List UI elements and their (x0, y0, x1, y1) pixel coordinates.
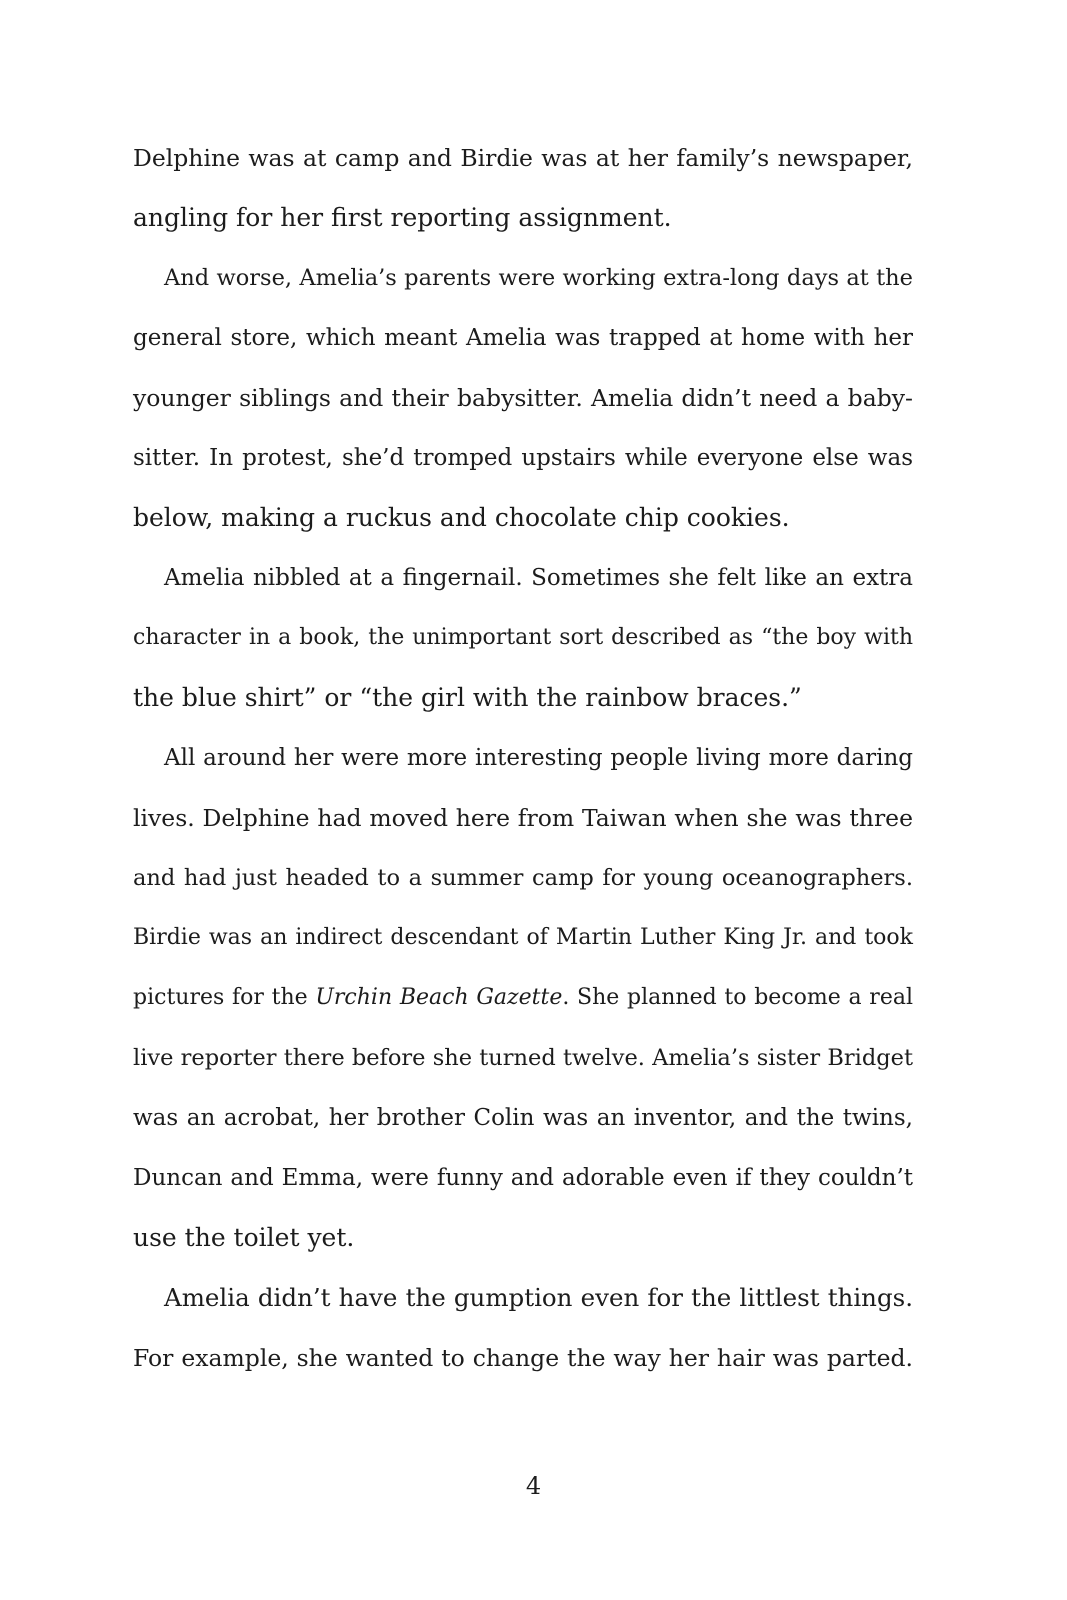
text-line: sitter. In protest, she’d tromped upstairs while everyone else was (133, 445, 913, 471)
text-line: All around her were more interesting people living more daring (164, 745, 913, 771)
newspaper-title: Urchin Beach Gazette (315, 985, 563, 1010)
text-line: was an acrobat, her brother Colin was an inventor, and the twins, (133, 1105, 913, 1131)
text-line: and had just headed to a summer camp for young oceanographers. (133, 865, 913, 891)
text-line: Birdie was an indirect descendant of Martin Luther King Jr. and took (133, 925, 913, 950)
text-line: Amelia nibbled at a fingernail. Sometimes she felt like an extra (164, 565, 913, 591)
text-line: character in a book, the unimportant sort described as “the boy with (133, 625, 913, 650)
text-line: And worse, Amelia’s parents were working extra-long days at the (164, 265, 913, 291)
text-line: Amelia didn’t have the gumption even for the littlest things. (164, 1283, 913, 1312)
text-line: lives. Delphine had moved here from Taiwan when she was three (133, 804, 913, 832)
page-body (133, 128, 913, 1388)
text-line-segment: pictures for the (133, 985, 316, 1010)
text-line: Duncan and Emma, were funny and adorable even if they couldn’t (133, 1165, 913, 1191)
text-line: general store, which meant Amelia was trapped at home with her (133, 325, 913, 351)
text-line: younger siblings and their babysitter. Amelia didn’t need a baby- (133, 384, 913, 412)
text-line: For example, she wanted to change the way her hair was parted. (133, 1344, 913, 1372)
text-line: below, making a ruckus and chocolate chip cookies. (133, 503, 790, 532)
text-line: the blue shirt” or “the girl with the rainbow braces.” (133, 683, 802, 712)
text-line (133, 968, 913, 1028)
text-line: angling for her first reporting assignment. (133, 203, 672, 232)
text-line: use the toilet yet. (133, 1223, 355, 1252)
text-line-segment: . She planned to become a real (562, 985, 913, 1010)
text-line: live reporter there before she turned twelve. Amelia’s sister Bridget (133, 1045, 913, 1071)
text-line: Delphine was at camp and Birdie was at her family’s newspaper, (133, 144, 913, 172)
page-number: 4 (525, 1472, 542, 1500)
